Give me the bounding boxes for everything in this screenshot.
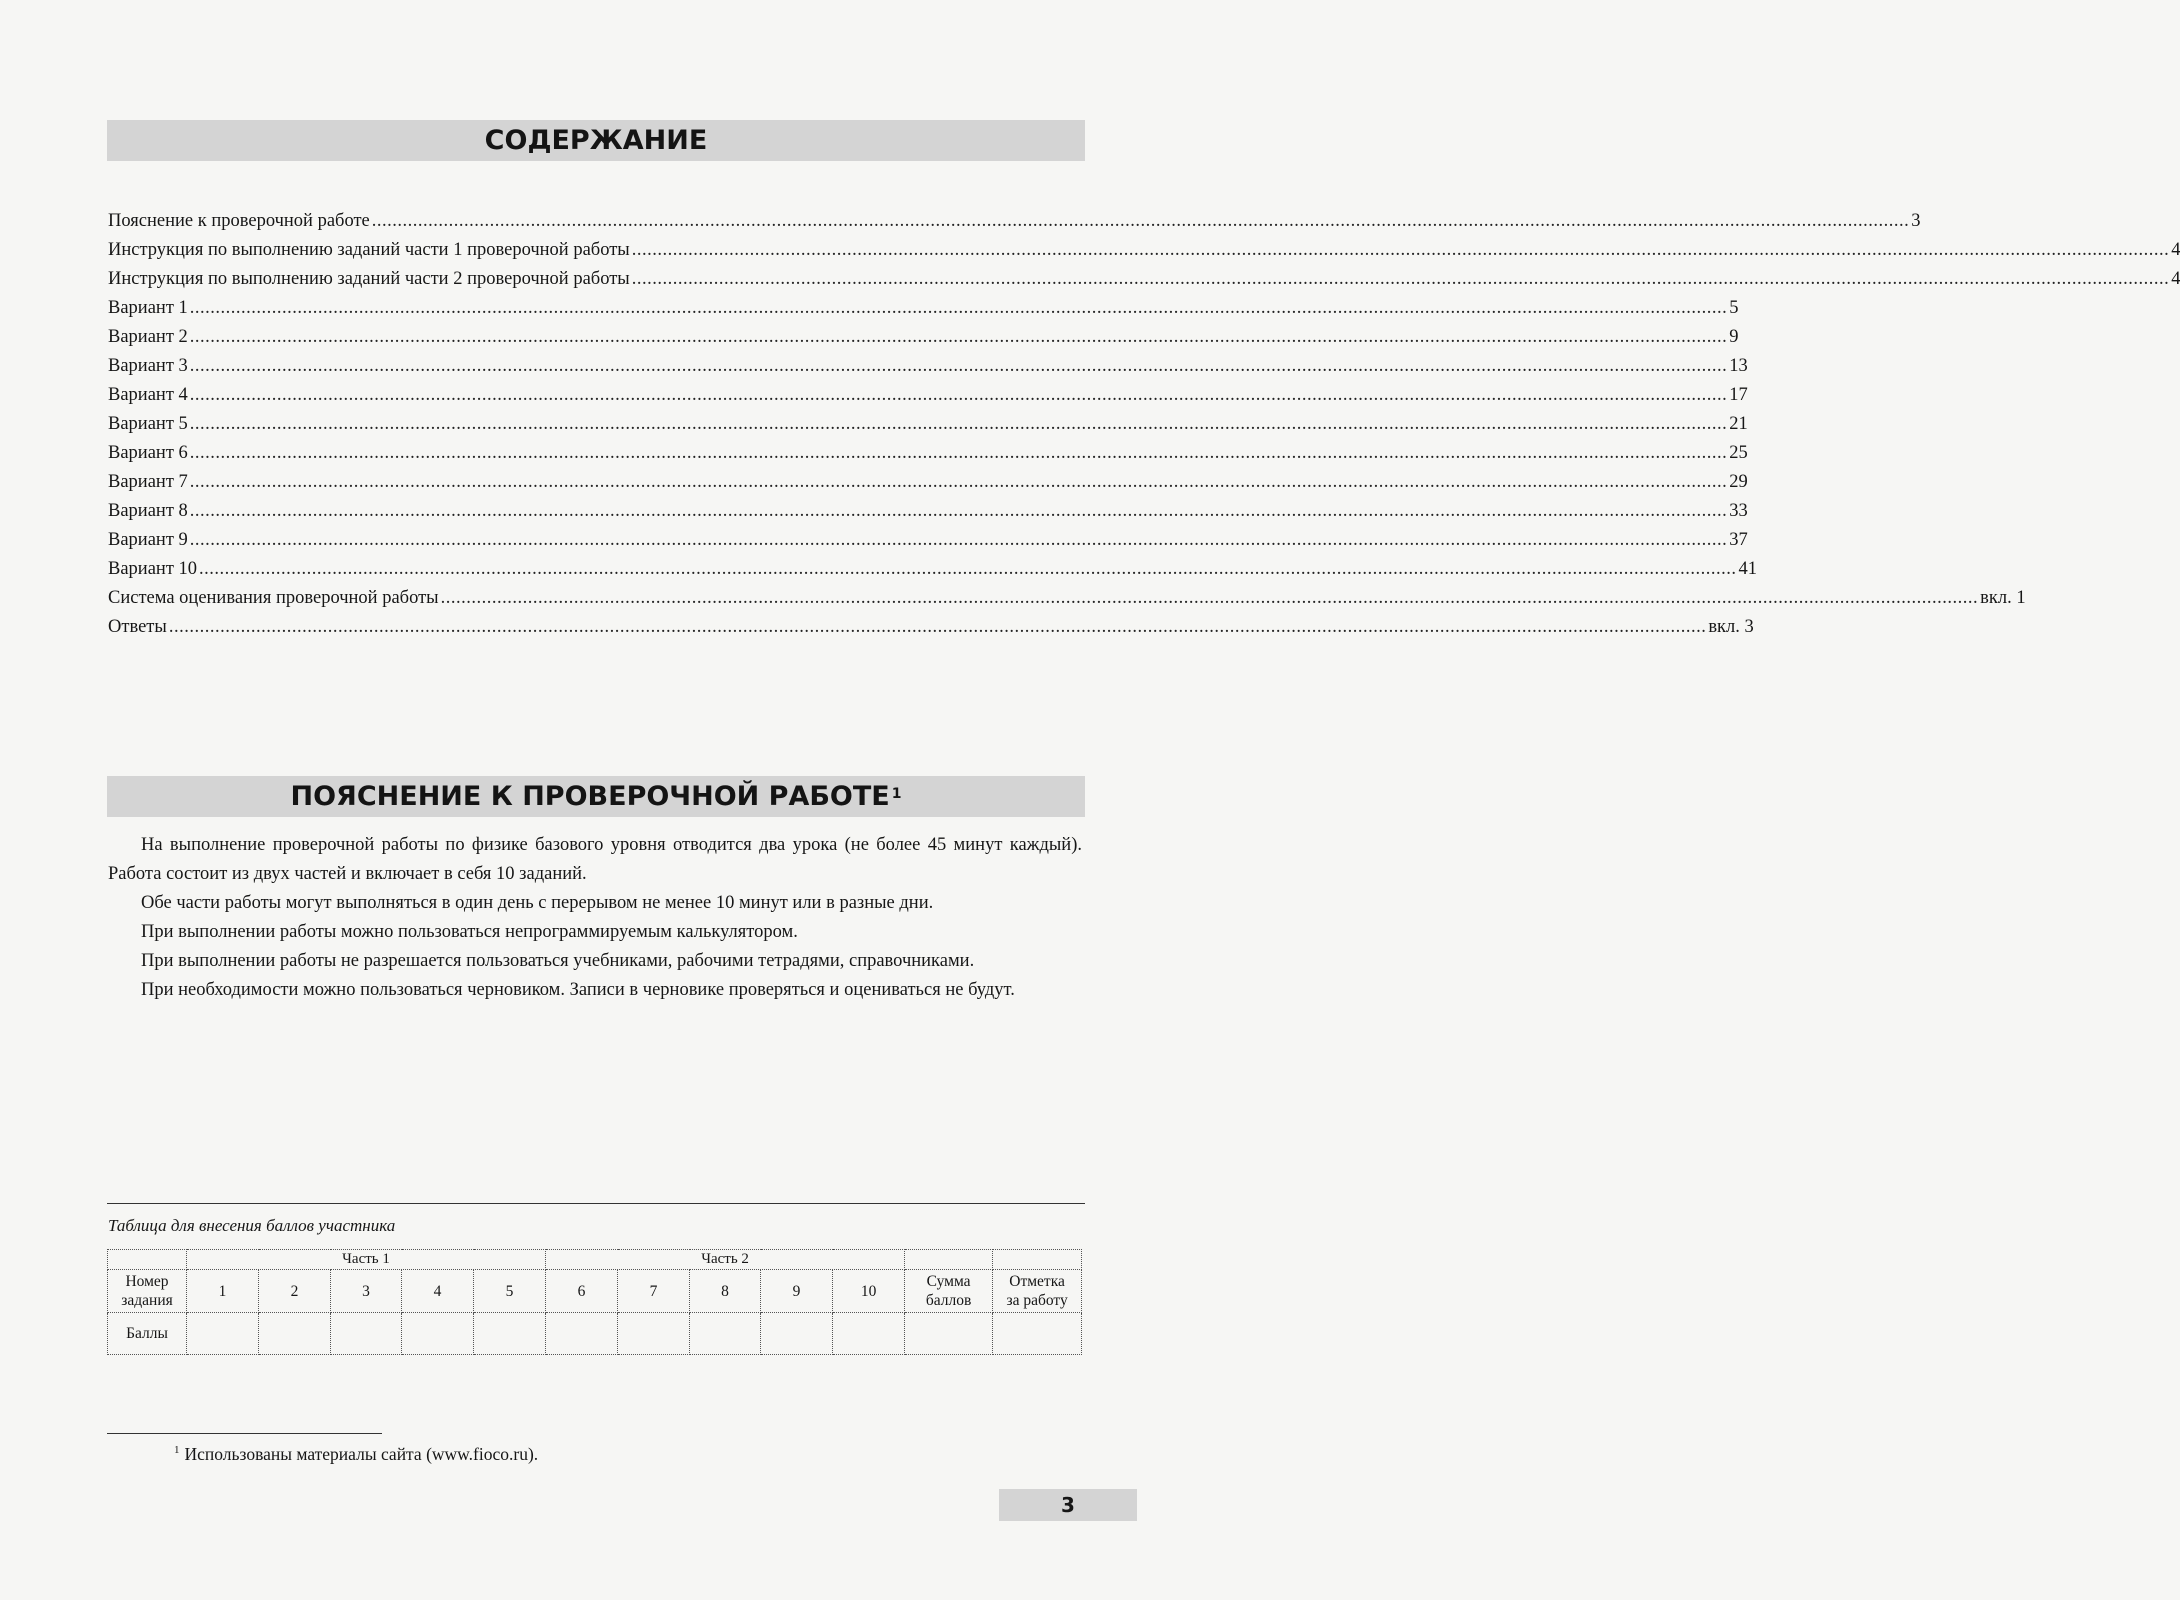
toc-entry [108,530,1748,559]
toc-entry [108,443,1748,472]
toc-entry [108,298,1739,327]
toc-dot-leader: ............................................................................................................................................................................................................................................................................................................ [440,588,1979,608]
toc-entry [108,356,1748,385]
toc-dot-leader: ............................................................................................................................................................................................................................................................................................................ [371,211,1910,231]
footnote-mark: 1 [174,1444,180,1457]
points-cell [402,1313,474,1355]
points-cell [690,1313,761,1355]
sum-cell [905,1313,993,1355]
toc-dot-leader: ............................................................................................................................................................................................................................................................................................................ [189,414,1728,434]
contents-heading: СОДЕРЖАНИЕ [107,120,1085,161]
points-label: Баллы [108,1313,187,1355]
toc-dot-leader: ............................................................................................................................................................................................................................................................................................................ [189,530,1728,550]
explanation-body [108,831,1082,1005]
task-number-cell: 6 [546,1270,618,1313]
task-number-cell: 9 [761,1270,833,1313]
task-number-cell: 2 [259,1270,331,1313]
points-cell [546,1313,618,1355]
toc-dot-leader: ............................................................................................................................................................................................................................................................................................................ [168,617,1707,637]
paragraph: При необходимости можно пользоваться черновиком. Записи в черновике проверяться и оцениваться не будут. [141,980,1015,1000]
task-number-label-line1: Номер [125,1273,169,1290]
task-number-cell: 5 [474,1270,546,1313]
toc-entry-title: Вариант 10 [108,559,198,579]
part1-header: Часть 1 [187,1250,546,1270]
toc-entry-title: Вариант 5 [108,414,188,434]
toc-entry [108,269,2180,298]
toc-entry-title: Вариант 4 [108,385,188,405]
points-cell [187,1313,259,1355]
points-cell [761,1313,833,1355]
explanation-heading-text: ПОЯСНЕНИЕ К ПРОВЕРОЧНОЙ РАБОТЕ [290,781,890,812]
toc-entry-page: 37 [1729,530,1748,550]
toc-entry-page: 41 [1738,559,1758,579]
toc-entry [108,617,1754,646]
table-cell [108,1250,187,1270]
toc-dot-leader: ............................................................................................................................................................................................................................................................................................................ [631,240,2170,260]
explanation-heading [107,776,1085,817]
table-cell [905,1250,993,1270]
footnote-text: Использованы материалы сайта (www.fioco.ru). [184,1444,539,1464]
task-number-label-line2: задания [121,1292,173,1309]
mark-header-line2: за работу [1006,1292,1068,1309]
toc-dot-leader: ............................................................................................................................................................................................................................................................................................................ [631,269,2170,289]
toc-entry-title: Ответы [108,617,167,637]
toc-dot-leader: ............................................................................................................................................................................................................................................................................................................ [189,501,1728,521]
mark-header [993,1270,1082,1313]
toc-entry-title: Вариант 3 [108,356,188,376]
toc-dot-leader: ............................................................................................................................................................................................................................................................................................................ [189,327,1728,347]
toc-dot-leader: ............................................................................................................................................................................................................................................................................................................ [189,385,1728,405]
toc-entry [108,588,2026,617]
toc-entry-page: вкл. 3 [1708,617,1754,637]
table-of-contents [108,211,2180,646]
score-table [107,1249,1082,1355]
sum-header [905,1270,993,1313]
points-cell [833,1313,905,1355]
table-cell [993,1250,1082,1270]
toc-entry-page: 5 [1729,298,1739,318]
task-number-cell: 4 [402,1270,474,1313]
paragraph: При выполнении работы не разрешается пользоваться учебниками, рабочими тетрадями, справочниками. [141,951,975,971]
toc-entry-title: Вариант 7 [108,472,188,492]
toc-dot-leader: ............................................................................................................................................................................................................................................................................................................ [199,559,1737,579]
toc-entry-title: Система оценивания проверочной работы [108,588,439,608]
paragraph: При выполнении работы можно пользоваться непрограммируемым калькулятором. [141,922,798,942]
task-number-cell: 1 [187,1270,259,1313]
mark-header-line1: Отметка [1009,1273,1065,1290]
toc-entry-page: 4 [2171,240,2180,260]
toc-entry-title: Вариант 2 [108,327,188,347]
toc-entry-page: 25 [1729,443,1748,463]
toc-dot-leader: ............................................................................................................................................................................................................................................................................................................ [189,443,1728,463]
toc-entry-title: Вариант 9 [108,530,188,550]
toc-entry [108,472,1748,501]
toc-entry-title: Инструкция по выполнению заданий части 1 проверочной работы [108,240,630,260]
table-row [108,1250,1082,1270]
toc-entry-page: вкл. 1 [1980,588,2026,608]
sum-header-line2: баллов [925,1292,972,1309]
toc-entry-page: 9 [1729,327,1739,347]
points-cell [618,1313,690,1355]
toc-entry [108,414,1748,443]
paragraph: На выполнение проверочной работы по физике базового уровня отводится два урока (не более 45 минут каждый). Работа состоит из двух частей и включает в себя 10 заданий. [108,835,1082,884]
table-row [108,1270,1082,1313]
footnote-divider [107,1433,382,1434]
toc-entry-page: 21 [1729,414,1748,434]
page-number: 3 [999,1489,1137,1521]
toc-dot-leader: ............................................................................................................................................................................................................................................................................................................ [189,298,1728,318]
part2-header: Часть 2 [546,1250,905,1270]
points-cell [331,1313,402,1355]
points-cell [259,1313,331,1355]
toc-entry-page: 33 [1729,501,1748,521]
toc-entry-page: 13 [1729,356,1748,376]
section-divider [107,1203,1085,1204]
toc-entry [108,385,1748,414]
task-number-cell: 10 [833,1270,905,1313]
toc-entry-title: Вариант 6 [108,443,188,463]
toc-entry [108,211,1921,240]
toc-entry-title: Вариант 8 [108,501,188,521]
table-row [108,1313,1082,1355]
toc-dot-leader: ............................................................................................................................................................................................................................................................................................................ [189,356,1728,376]
footnote-reference: 1 [891,786,902,802]
toc-dot-leader: ............................................................................................................................................................................................................................................................................................................ [189,472,1728,492]
task-number-cell: 8 [690,1270,761,1313]
mark-cell [993,1313,1082,1355]
toc-entry-page: 29 [1729,472,1748,492]
sum-header-line1: Сумма [926,1273,971,1290]
table-caption: Таблица для внесения баллов участника [108,1216,396,1235]
toc-entry-page: 4 [2171,269,2180,289]
footnote [174,1444,538,1465]
toc-entry [108,559,1758,588]
task-number-label [108,1270,187,1313]
toc-entry-page: 17 [1729,385,1748,405]
toc-entry [108,240,2180,269]
toc-entry [108,501,1748,530]
task-number-cell: 3 [331,1270,402,1313]
toc-entry-title: Инструкция по выполнению заданий части 2 проверочной работы [108,269,630,289]
toc-entry-page: 3 [1911,211,1921,231]
points-cell [474,1313,546,1355]
toc-entry [108,327,1739,356]
toc-entry-title: Вариант 1 [108,298,188,318]
paragraph: Обе части работы могут выполняться в один день с перерывом не менее 10 минут или в разные дни. [141,893,934,913]
toc-entry-title: Пояснение к проверочной работе [108,211,370,231]
task-number-cell: 7 [618,1270,690,1313]
